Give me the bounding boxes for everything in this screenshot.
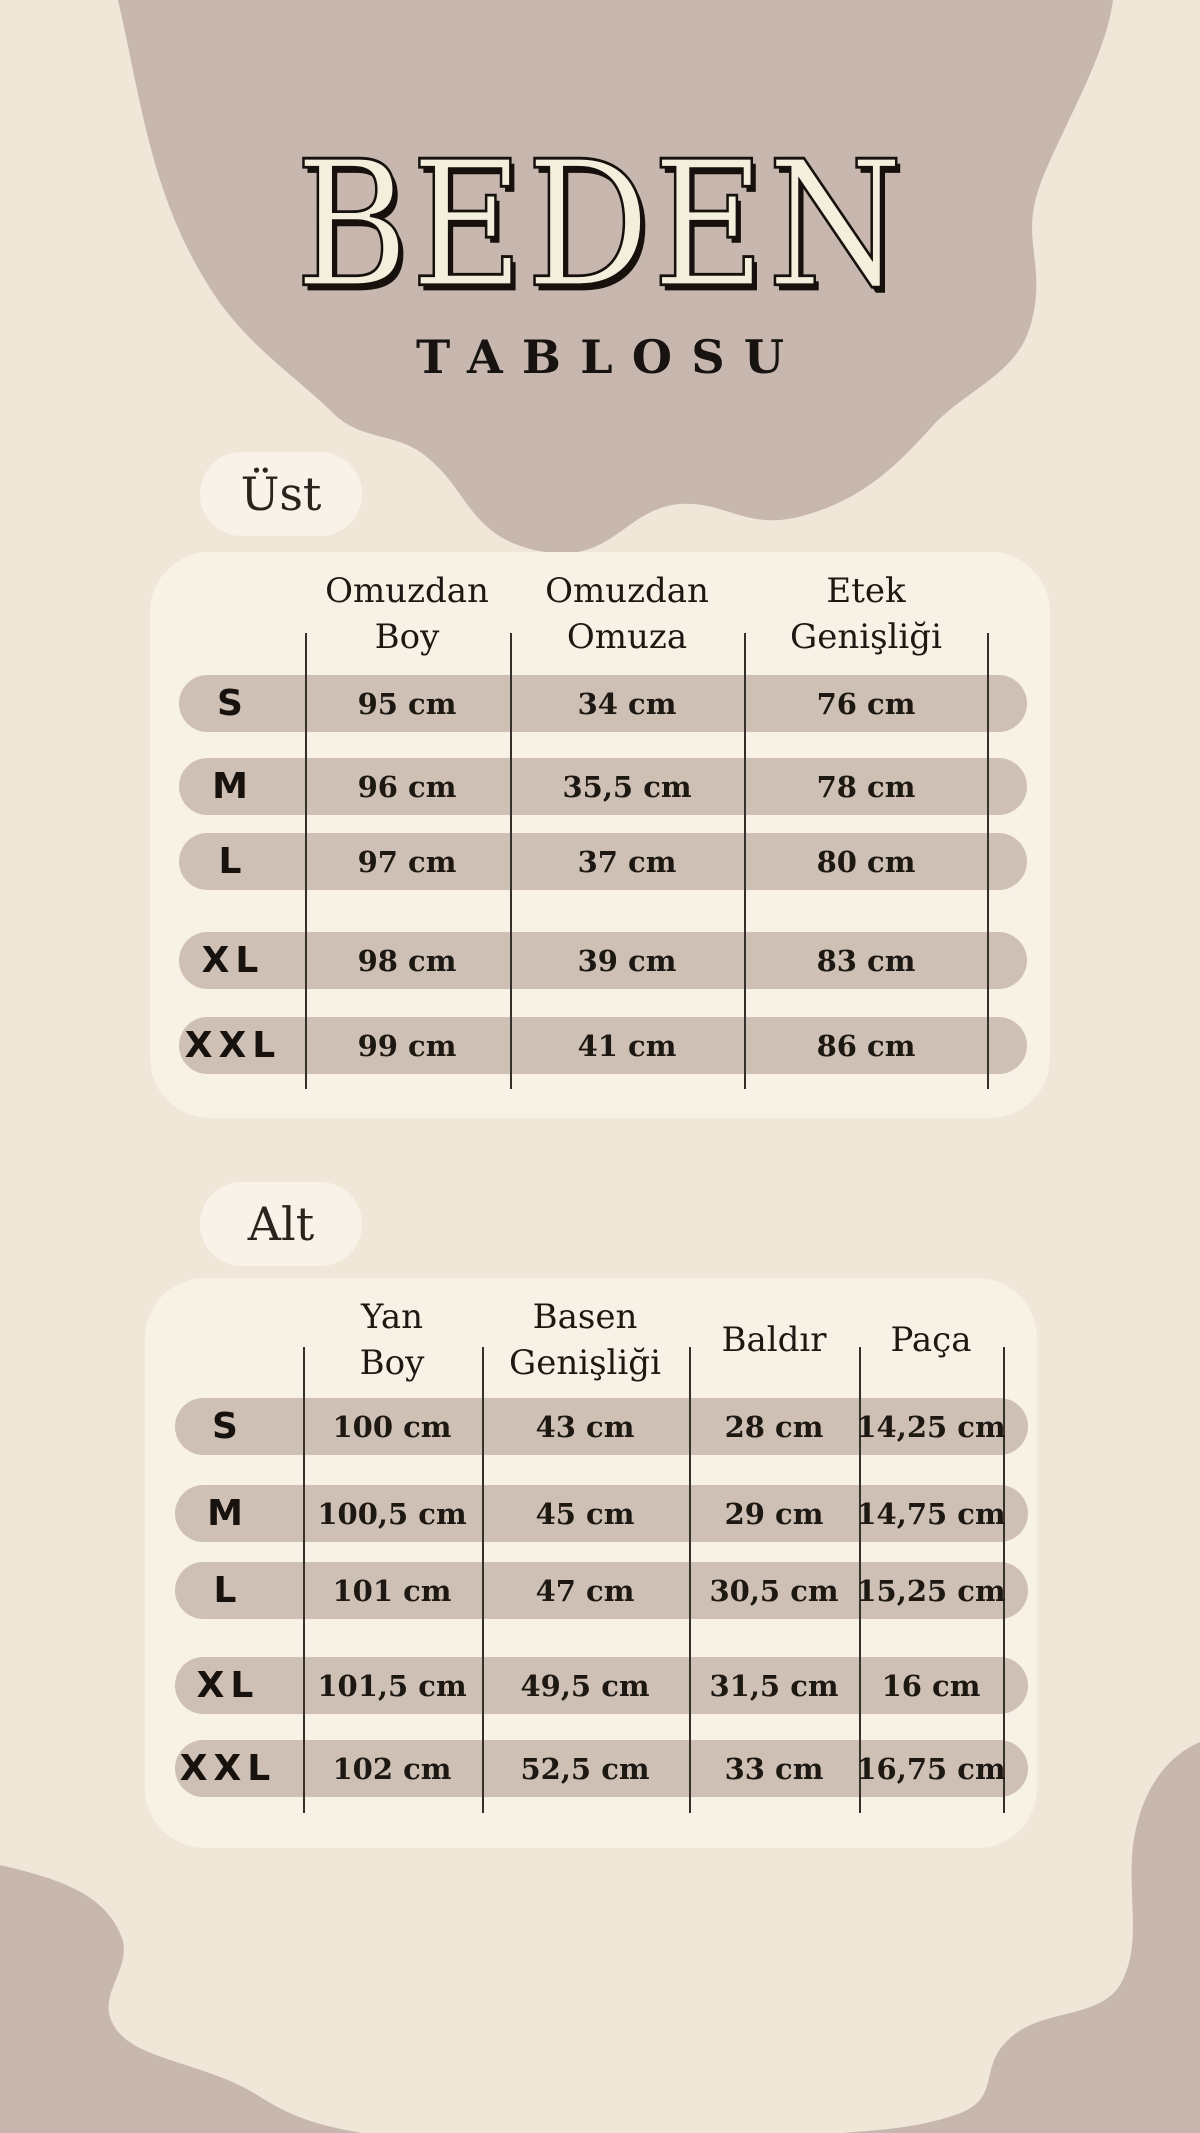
value-ust-m-col2: 35,5 cm [562, 769, 692, 804]
value-ust-s-col3: 76 cm [816, 686, 916, 721]
column-header-line: Baldır [721, 1320, 827, 1360]
column-header-ust-1 [325, 566, 489, 662]
value-ust-xl-col3: 83 cm [816, 943, 916, 978]
value-alt-s-col2: 43 cm [535, 1409, 635, 1444]
value-ust-s-col1: 95 cm [357, 686, 457, 721]
column-header-alt-1 [360, 1290, 425, 1390]
value-alt-s-col4: 14,25 cm [856, 1409, 1006, 1444]
value-alt-xl-col1: 101,5 cm [317, 1668, 467, 1703]
column-header-ust-2 [545, 566, 709, 662]
value-ust-m-col3: 78 cm [816, 769, 916, 804]
value-alt-xxl-col4: 16,75 cm [856, 1751, 1006, 1786]
column-header-line: Omuzdan [545, 571, 709, 611]
bottom-left-blob-shape [0, 1865, 362, 2133]
column-header-alt-3 [721, 1290, 826, 1390]
section-label-ust [200, 452, 362, 536]
value-ust-xxl-col3: 86 cm [816, 1028, 916, 1063]
section-label-ust-text: Üst [240, 467, 322, 521]
column-separator-ust-4 [987, 633, 989, 1089]
value-alt-xl-col2: 49,5 cm [520, 1668, 650, 1703]
value-ust-l-col3: 80 cm [816, 844, 916, 879]
value-ust-m-col1: 96 cm [357, 769, 457, 804]
value-ust-l-col1: 97 cm [357, 844, 457, 879]
column-header-line: Genişliği [509, 1343, 661, 1383]
value-alt-m-col2: 45 cm [535, 1496, 635, 1531]
size-label-ust-xl: XL [201, 940, 265, 981]
value-alt-s-col1: 100 cm [332, 1409, 452, 1444]
value-alt-xxl-col3: 33 cm [724, 1751, 824, 1786]
column-header-alt-4 [891, 1290, 972, 1390]
value-ust-xl-col2: 39 cm [577, 943, 677, 978]
value-ust-xxl-col2: 41 cm [577, 1028, 677, 1063]
section-label-alt [200, 1182, 362, 1266]
column-header-line: Paça [890, 1320, 972, 1360]
column-separator-ust-2 [510, 633, 512, 1089]
section-label-alt-text: Alt [247, 1197, 315, 1251]
column-header-line: Boy [374, 617, 440, 657]
page-subtitle: TABLOSU [416, 330, 804, 384]
value-alt-m-col1: 100,5 cm [317, 1496, 467, 1531]
value-alt-s-col3: 28 cm [724, 1409, 824, 1444]
size-label-ust-xxl: XXL [184, 1025, 282, 1066]
column-header-alt-2 [509, 1290, 661, 1390]
column-separator-ust-1 [305, 633, 307, 1089]
column-separator-ust-3 [744, 633, 746, 1089]
value-alt-xxl-col1: 102 cm [332, 1751, 452, 1786]
column-header-line: Basen [532, 1297, 638, 1337]
size-table-ust [150, 552, 1050, 1118]
value-ust-xl-col1: 98 cm [357, 943, 457, 978]
column-separator-alt-1 [303, 1347, 305, 1813]
size-label-ust-s: S [217, 683, 249, 724]
value-alt-xl-col4: 16 cm [881, 1668, 981, 1703]
column-header-line: Omuza [566, 617, 688, 657]
value-ust-s-col2: 34 cm [577, 686, 677, 721]
column-header-line: Boy [359, 1343, 425, 1383]
value-alt-l-col2: 47 cm [535, 1573, 635, 1608]
column-separator-alt-2 [482, 1347, 484, 1813]
size-label-alt-s: S [212, 1406, 244, 1447]
value-ust-l-col2: 37 cm [577, 844, 677, 879]
column-header-line: Genişliği [790, 617, 942, 657]
size-label-alt-m: M [207, 1493, 249, 1534]
value-alt-m-col3: 29 cm [724, 1496, 824, 1531]
value-alt-xl-col3: 31,5 cm [709, 1668, 839, 1703]
value-alt-l-col3: 30,5 cm [709, 1573, 839, 1608]
size-label-alt-l: L [213, 1570, 243, 1611]
value-alt-l-col4: 15,25 cm [856, 1573, 1006, 1608]
page-title: BEDEN [294, 123, 906, 327]
value-alt-xxl-col2: 52,5 cm [520, 1751, 650, 1786]
size-table-alt [145, 1278, 1037, 1848]
size-label-ust-l: L [218, 841, 248, 882]
size-label-alt-xxl: XXL [179, 1748, 277, 1789]
column-separator-alt-3 [689, 1347, 691, 1813]
column-header-line: Omuzdan [325, 571, 489, 611]
size-label-alt-xl: XL [196, 1665, 260, 1706]
column-header-line: Yan [361, 1297, 423, 1337]
column-header-ust-3 [790, 566, 942, 662]
value-alt-l-col1: 101 cm [332, 1573, 452, 1608]
column-header-line: Etek [826, 571, 906, 611]
value-alt-m-col4: 14,75 cm [856, 1496, 1006, 1531]
value-ust-xxl-col1: 99 cm [357, 1028, 457, 1063]
size-label-ust-m: M [212, 766, 254, 807]
